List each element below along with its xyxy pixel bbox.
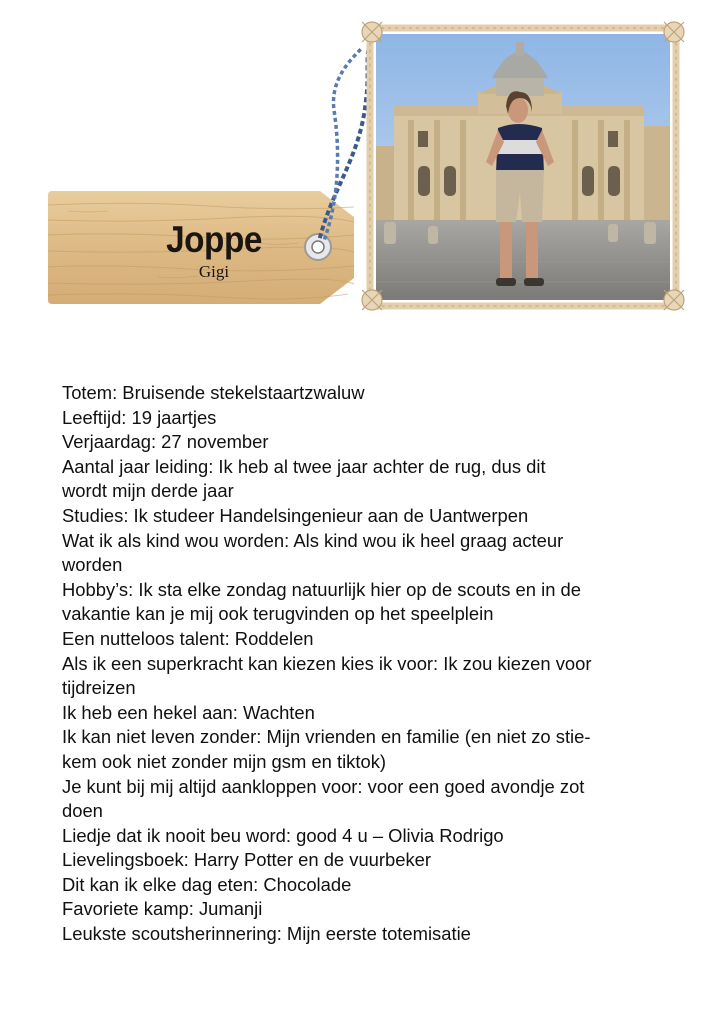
fact-line: Liedje dat ik nooit beu word: good 4 u – Olivia Rodrigo bbox=[62, 824, 504, 846]
fact-line: Totem: Bruisende stekelstaartzwaluw bbox=[62, 382, 365, 403]
fact-line: doen bbox=[62, 800, 103, 822]
fact-line: Je kunt bij mij altijd aankloppen voor: voor een goed avondje zot bbox=[62, 775, 585, 797]
fact-line: Studies: Ik studeer Handelsingenieur aan de Uantwerpen bbox=[62, 504, 529, 526]
fact-line: Lievelingsboek: Harry Potter en de vuurbeker bbox=[62, 849, 432, 871]
fact-line: tijdreizen bbox=[62, 677, 136, 699]
fact-line: Favoriete kamp: Jumanji bbox=[62, 898, 263, 920]
fact-line: Ik kan niet leven zonder: Mijn vrienden en familie (en niet zo stie- bbox=[62, 726, 591, 748]
fact-line: wordt mijn derde jaar bbox=[62, 480, 234, 502]
fact-line: Hobby’s: Ik sta elke zondag natuurlijk hier op de scouts en in de bbox=[62, 578, 581, 600]
fact-line: kem ook niet zonder mijn gsm en tiktok) bbox=[62, 750, 387, 772]
fact-line: Een nutteloos talent: Roddelen bbox=[62, 627, 314, 649]
fact-line: Leeftijd: 19 jaartjes bbox=[62, 406, 217, 428]
photo-frame bbox=[358, 16, 688, 314]
person-nickname: Gigi bbox=[198, 262, 230, 281]
fact-line: worden bbox=[62, 554, 123, 576]
profile-facts bbox=[62, 381, 672, 947]
profile-photo bbox=[358, 16, 688, 314]
person-name: Joppe bbox=[166, 219, 262, 260]
fact-line: Aantal jaar leiding: Ik heb al twee jaar achter de rug, dus dit bbox=[62, 455, 546, 477]
fact-line: Als ik een superkracht kan kiezen kies ik voor: Ik zou kiezen voor bbox=[62, 652, 592, 674]
fact-line: Verjaardag: 27 november bbox=[62, 431, 269, 453]
fact-line: Dit kan ik elke dag eten: Chocolade bbox=[62, 873, 352, 895]
fact-line: vakantie kan je mij ook terugvinden op het speelplein bbox=[62, 603, 494, 625]
fact-line: Ik heb een hekel aan: Wachten bbox=[62, 701, 315, 723]
fact-line: Leukste scoutsherinnering: Mijn eerste totemisatie bbox=[62, 923, 471, 945]
fact-line: Wat ik als kind wou worden: Als kind wou ik heel graag acteur bbox=[62, 529, 564, 551]
